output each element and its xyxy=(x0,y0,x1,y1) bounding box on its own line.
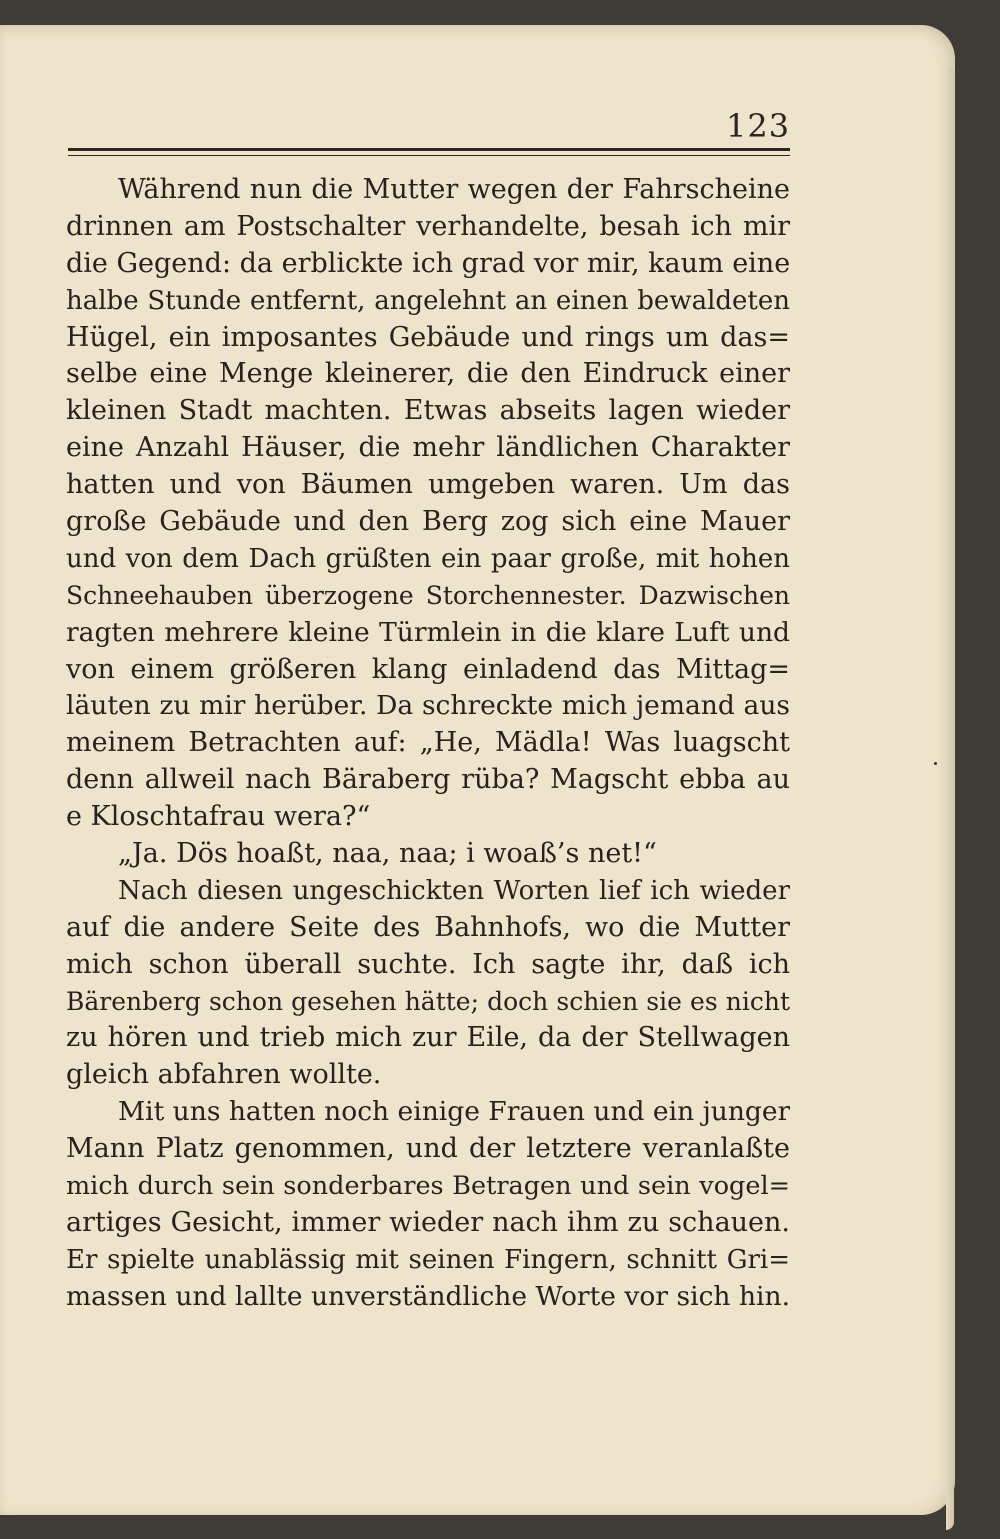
text-line: Bärenberg schon gesehen hätte; doch schien sie es nicht xyxy=(66,986,790,1016)
text-line: die Gegend: da erblickte ich grad vor mir, kaum eine xyxy=(66,247,790,279)
text-line: große Gebäude und den Berg zog sich eine Mauer xyxy=(66,506,790,538)
text-line: halbe Stunde entfernt, angelehnt an einen bewaldeten xyxy=(66,285,790,316)
text-line: meinem Betrachten auf: „He, Mädla! Was luagscht xyxy=(66,727,790,759)
text-line: „Ja. Dös hoaßt, naa, naa; i woaß’s net!“ xyxy=(118,838,657,870)
text-line: auf die andere Seite des Bahnhofs, wo die Mutter xyxy=(66,911,790,943)
text-line: Mit uns hatten noch einige Frauen und ein junger xyxy=(118,1096,790,1128)
header-rule-thin xyxy=(68,155,790,156)
text-line: eine Anzahl Häuser, die mehr ländlichen Charakter xyxy=(66,432,790,464)
text-line: Hügel, ein imposantes Gebäude und rings um das= xyxy=(66,321,790,353)
text-line: drinnen am Postschalter verhandelte, besah ich mir xyxy=(66,210,790,242)
text-line: und von dem Dach grüßten ein paar große, mit hohen xyxy=(66,543,790,574)
text-line: massen und lallte unverständliche Worte vor sich hin. xyxy=(66,1280,790,1312)
text-line: e Kloschtafrau wera?“ xyxy=(66,801,371,833)
page-edge xyxy=(946,65,954,1530)
text-line: läuten zu mir herüber. Da schreckte mich jemand aus xyxy=(66,690,790,722)
text-line: kleinen Stadt machten. Etwas abseits lagen wieder xyxy=(66,395,790,427)
text-line: denn allweil nach Bäraberg rüba? Magscht ebba au xyxy=(66,764,790,796)
text-line: artiges Gesicht, immer wieder nach ihm zu schauen. xyxy=(66,1206,790,1238)
text-line: gleich abfahren wollte. xyxy=(66,1059,382,1091)
ink-speck xyxy=(934,762,937,765)
text-line: Er spielte unablässig mit seinen Fingern, schnitt Gri= xyxy=(66,1244,790,1275)
text-line: selbe eine Menge kleinerer, die den Eindruck einer xyxy=(66,358,790,390)
text-line: mich schon überall suchte. Ich sagte ihr, daß ich xyxy=(66,948,790,980)
text-line: hatten und von Bäumen umgeben waren. Um das xyxy=(66,469,790,501)
text-line: ragten mehrere kleine Türmlein in die klare Luft und xyxy=(66,616,790,648)
text-line: Mann Platz genommen, und der letztere veranlaßte xyxy=(66,1133,790,1165)
text-line: von einem größeren klang einladend das Mittag= xyxy=(66,653,790,685)
page-number: 123 xyxy=(726,107,791,145)
text-line: Schneehauben überzogene Storchennester. Dazwischen xyxy=(66,580,790,610)
header-rule-thick xyxy=(68,148,790,151)
text-line: Während nun die Mutter wegen der Fahrscheine xyxy=(118,174,790,205)
text-line: zu hören und trieb mich zur Eile, da der Stellwagen xyxy=(66,1022,790,1054)
text-line: Nach diesen ungeschickten Worten lief ich wieder xyxy=(118,875,790,906)
text-line: mich durch sein sonderbares Betragen und sein vogel= xyxy=(66,1171,790,1202)
body-text xyxy=(66,172,790,1316)
